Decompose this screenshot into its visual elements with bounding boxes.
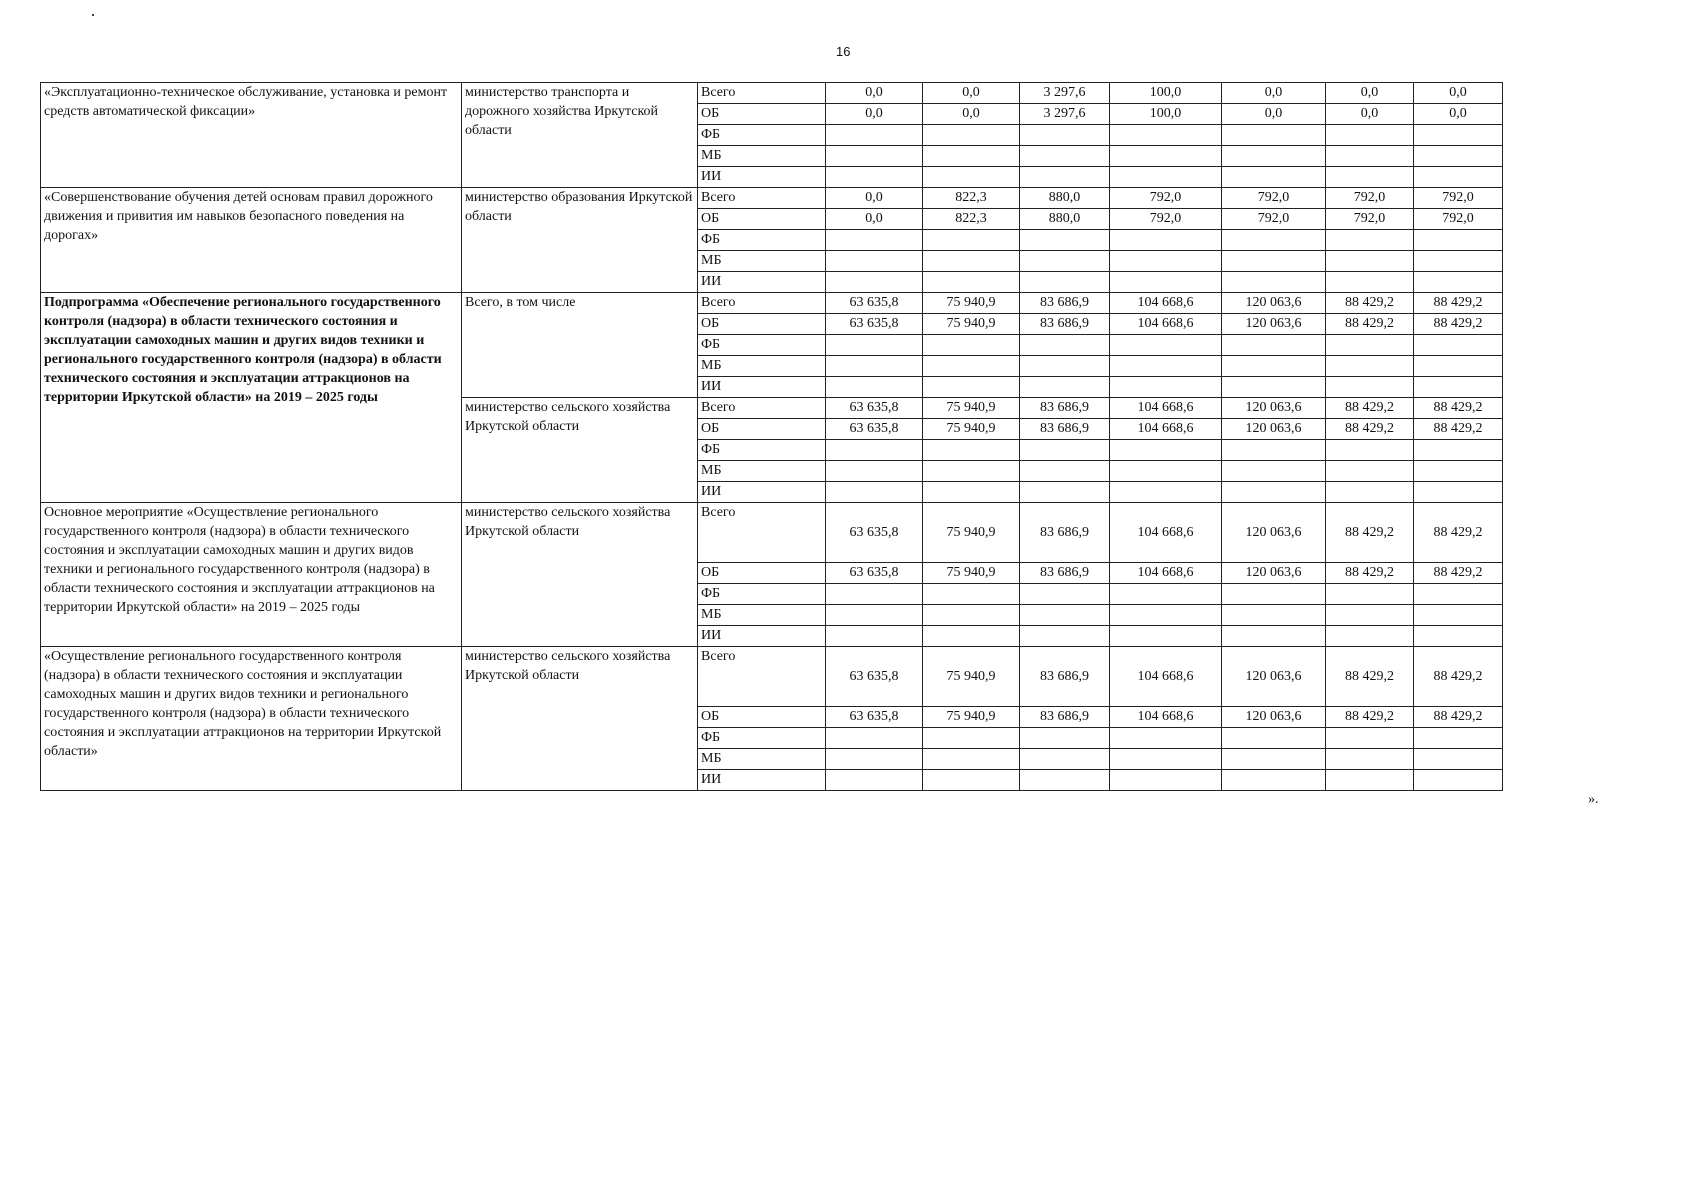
- year-amount-cell: [1222, 482, 1326, 503]
- year-amount-cell: [1326, 584, 1414, 605]
- year-amount-cell: 100,0: [1110, 83, 1222, 104]
- year-amount-cell: [1326, 146, 1414, 167]
- year-amount-cell: 88 429,2: [1326, 503, 1414, 563]
- year-amount-cell: 792,0: [1326, 188, 1414, 209]
- year-amount-cell: 88 429,2: [1326, 398, 1414, 419]
- year-amount-cell: 63 635,8: [826, 314, 923, 335]
- year-amount-cell: [1326, 356, 1414, 377]
- year-amount-cell: [923, 335, 1020, 356]
- year-amount-cell: 83 686,9: [1020, 563, 1110, 584]
- year-amount-cell: 880,0: [1020, 188, 1110, 209]
- year-amount-cell: 104 668,6: [1110, 419, 1222, 440]
- year-amount-cell: [1326, 251, 1414, 272]
- year-amount-cell: 792,0: [1326, 209, 1414, 230]
- year-amount-cell: 0,0: [826, 83, 923, 104]
- year-amount-cell: 83 686,9: [1020, 314, 1110, 335]
- year-amount-cell: [1110, 605, 1222, 626]
- year-amount-cell: [1414, 440, 1503, 461]
- year-amount-cell: [923, 230, 1020, 251]
- year-amount-cell: [923, 584, 1020, 605]
- year-amount-cell: [1222, 251, 1326, 272]
- funding-source-cell: МБ: [698, 749, 826, 770]
- scan-speck: [92, 14, 94, 16]
- funding-source-cell: МБ: [698, 356, 826, 377]
- year-amount-cell: 104 668,6: [1110, 314, 1222, 335]
- year-amount-cell: [923, 146, 1020, 167]
- year-amount-cell: [1326, 482, 1414, 503]
- year-amount-cell: [1020, 605, 1110, 626]
- funding-source-cell: ОБ: [698, 707, 826, 728]
- year-amount-cell: [923, 167, 1020, 188]
- year-amount-cell: [1414, 272, 1503, 293]
- year-amount-cell: [923, 356, 1020, 377]
- year-amount-cell: [826, 770, 923, 791]
- year-amount-cell: [1110, 335, 1222, 356]
- financing-table: [40, 82, 1503, 791]
- year-amount-cell: [1020, 125, 1110, 146]
- year-amount-cell: [923, 770, 1020, 791]
- year-amount-cell: [1326, 626, 1414, 647]
- year-amount-cell: 0,0: [923, 83, 1020, 104]
- year-amount-cell: 3 297,6: [1020, 104, 1110, 125]
- year-amount-cell: [923, 125, 1020, 146]
- table-body: [41, 83, 1503, 791]
- year-amount-cell: [1222, 749, 1326, 770]
- funding-source-cell: Всего: [698, 503, 826, 563]
- funding-source-cell: ОБ: [698, 314, 826, 335]
- funding-source-cell: ИИ: [698, 377, 826, 398]
- year-amount-cell: [1414, 626, 1503, 647]
- year-amount-cell: [1222, 605, 1326, 626]
- funding-source-cell: ОБ: [698, 104, 826, 125]
- year-amount-cell: [1020, 335, 1110, 356]
- executor-cell: министерство образования Иркутской области: [462, 188, 698, 293]
- year-amount-cell: 792,0: [1110, 188, 1222, 209]
- year-amount-cell: 75 940,9: [923, 314, 1020, 335]
- year-amount-cell: [1414, 584, 1503, 605]
- page-number: 16: [836, 44, 851, 59]
- year-amount-cell: [1414, 335, 1503, 356]
- funding-source-cell: ИИ: [698, 482, 826, 503]
- year-amount-cell: [1222, 728, 1326, 749]
- year-amount-cell: [1222, 146, 1326, 167]
- year-amount-cell: [1110, 461, 1222, 482]
- year-amount-cell: [1414, 377, 1503, 398]
- year-amount-cell: [1414, 605, 1503, 626]
- year-amount-cell: 120 063,6: [1222, 503, 1326, 563]
- year-amount-cell: [1110, 584, 1222, 605]
- year-amount-cell: [1222, 356, 1326, 377]
- funding-source-cell: ФБ: [698, 584, 826, 605]
- year-amount-cell: [826, 146, 923, 167]
- year-amount-cell: [826, 167, 923, 188]
- year-amount-cell: [923, 728, 1020, 749]
- year-amount-cell: 83 686,9: [1020, 647, 1110, 707]
- year-amount-cell: [826, 605, 923, 626]
- measure-name-cell: «Совершенствование обучения детей основам правил дорожного движения и привития им навыков безопасного поведения на дорогах»: [41, 188, 462, 293]
- year-amount-cell: 88 429,2: [1326, 707, 1414, 728]
- funding-source-cell: МБ: [698, 251, 826, 272]
- year-amount-cell: [1020, 377, 1110, 398]
- year-amount-cell: 120 063,6: [1222, 293, 1326, 314]
- year-amount-cell: [826, 461, 923, 482]
- year-amount-cell: 0,0: [1326, 104, 1414, 125]
- year-amount-cell: [1110, 230, 1222, 251]
- year-amount-cell: [1326, 749, 1414, 770]
- year-amount-cell: [923, 605, 1020, 626]
- year-amount-cell: 63 635,8: [826, 647, 923, 707]
- year-amount-cell: 75 940,9: [923, 503, 1020, 563]
- year-amount-cell: 0,0: [1414, 104, 1503, 125]
- executor-cell: министерство транспорта и дорожного хозяйства Иркутской области: [462, 83, 698, 188]
- year-amount-cell: [826, 272, 923, 293]
- closing-quote-mark: ».: [1588, 792, 1599, 807]
- executor-cell: министерство сельского хозяйства Иркутской области: [462, 503, 698, 647]
- executor-cell: министерство сельского хозяйства Иркутской области: [462, 647, 698, 791]
- year-amount-cell: [1020, 728, 1110, 749]
- year-amount-cell: 75 940,9: [923, 563, 1020, 584]
- year-amount-cell: 83 686,9: [1020, 293, 1110, 314]
- funding-source-cell: Всего: [698, 398, 826, 419]
- funding-source-cell: МБ: [698, 461, 826, 482]
- year-amount-cell: 0,0: [1326, 83, 1414, 104]
- year-amount-cell: [1020, 167, 1110, 188]
- year-amount-cell: 83 686,9: [1020, 398, 1110, 419]
- year-amount-cell: 880,0: [1020, 209, 1110, 230]
- year-amount-cell: 792,0: [1414, 209, 1503, 230]
- funding-source-cell: ИИ: [698, 272, 826, 293]
- year-amount-cell: [1326, 377, 1414, 398]
- year-amount-cell: 3 297,6: [1020, 83, 1110, 104]
- year-amount-cell: 104 668,6: [1110, 398, 1222, 419]
- year-amount-cell: [1020, 482, 1110, 503]
- year-amount-cell: 0,0: [923, 104, 1020, 125]
- year-amount-cell: 88 429,2: [1414, 293, 1503, 314]
- year-amount-cell: 104 668,6: [1110, 707, 1222, 728]
- year-amount-cell: [1222, 770, 1326, 791]
- table-row: [41, 188, 1503, 209]
- year-amount-cell: [826, 125, 923, 146]
- measure-name-cell: «Эксплуатационно-техническое обслуживание, установка и ремонт средств автоматической фиксации»: [41, 83, 462, 188]
- year-amount-cell: [923, 482, 1020, 503]
- year-amount-cell: 63 635,8: [826, 293, 923, 314]
- year-amount-cell: 75 940,9: [923, 419, 1020, 440]
- executor-cell: Всего, в том числе: [462, 293, 698, 398]
- year-amount-cell: [1326, 461, 1414, 482]
- measure-name-cell: Подпрограмма «Обеспечение регионального государственного контроля (надзора) в области технического состояния и эксплуатации самоходных машин и других видов техники и регионального государственного контроля (надзора) в области технического состояния и эксплуатации аттракционов на территории Иркутской области» на 2019 – 2025 годы: [41, 293, 462, 503]
- year-amount-cell: 120 063,6: [1222, 647, 1326, 707]
- year-amount-cell: [826, 356, 923, 377]
- year-amount-cell: [923, 251, 1020, 272]
- year-amount-cell: [826, 482, 923, 503]
- funding-source-cell: ИИ: [698, 167, 826, 188]
- year-amount-cell: [826, 728, 923, 749]
- year-amount-cell: 88 429,2: [1414, 419, 1503, 440]
- year-amount-cell: [826, 335, 923, 356]
- year-amount-cell: [1326, 167, 1414, 188]
- year-amount-cell: 63 635,8: [826, 707, 923, 728]
- year-amount-cell: 0,0: [1222, 83, 1326, 104]
- year-amount-cell: [1020, 461, 1110, 482]
- measure-name-cell: Основное мероприятие «Осуществление регионального государственного контроля (надзора) в области технического состояния и эксплуатации самоходных машин и других видов техники и регионального государственного контроля (надзора) в области технического состояния и эксплуатации аттракционов на территории Иркутской области» на 2019 – 2025 годы: [41, 503, 462, 647]
- table-row: [41, 503, 1503, 563]
- year-amount-cell: 792,0: [1222, 188, 1326, 209]
- year-amount-cell: [1110, 728, 1222, 749]
- funding-source-cell: ФБ: [698, 440, 826, 461]
- year-amount-cell: 0,0: [826, 188, 923, 209]
- year-amount-cell: [1110, 272, 1222, 293]
- year-amount-cell: [1020, 626, 1110, 647]
- year-amount-cell: [1110, 167, 1222, 188]
- year-amount-cell: 75 940,9: [923, 398, 1020, 419]
- year-amount-cell: 75 940,9: [923, 293, 1020, 314]
- funding-source-cell: ФБ: [698, 230, 826, 251]
- year-amount-cell: 63 635,8: [826, 503, 923, 563]
- funding-source-cell: Всего: [698, 83, 826, 104]
- funding-source-cell: Всего: [698, 188, 826, 209]
- year-amount-cell: [1020, 356, 1110, 377]
- year-amount-cell: [1222, 461, 1326, 482]
- year-amount-cell: [1110, 770, 1222, 791]
- year-amount-cell: 83 686,9: [1020, 707, 1110, 728]
- year-amount-cell: [923, 461, 1020, 482]
- year-amount-cell: [1222, 230, 1326, 251]
- year-amount-cell: [923, 272, 1020, 293]
- year-amount-cell: 120 063,6: [1222, 314, 1326, 335]
- year-amount-cell: [1326, 605, 1414, 626]
- funding-source-cell: ОБ: [698, 563, 826, 584]
- table-row: [41, 83, 1503, 104]
- year-amount-cell: [923, 440, 1020, 461]
- year-amount-cell: [826, 251, 923, 272]
- year-amount-cell: [1222, 272, 1326, 293]
- year-amount-cell: [1020, 230, 1110, 251]
- year-amount-cell: [1110, 626, 1222, 647]
- year-amount-cell: [826, 626, 923, 647]
- year-amount-cell: [1222, 377, 1326, 398]
- year-amount-cell: 88 429,2: [1326, 419, 1414, 440]
- year-amount-cell: 792,0: [1110, 209, 1222, 230]
- year-amount-cell: [1020, 251, 1110, 272]
- year-amount-cell: 120 063,6: [1222, 419, 1326, 440]
- funding-source-cell: ОБ: [698, 209, 826, 230]
- year-amount-cell: [1110, 377, 1222, 398]
- funding-source-cell: Всего: [698, 293, 826, 314]
- year-amount-cell: [1326, 335, 1414, 356]
- year-amount-cell: [1020, 440, 1110, 461]
- year-amount-cell: 75 940,9: [923, 707, 1020, 728]
- year-amount-cell: [923, 377, 1020, 398]
- year-amount-cell: 120 063,6: [1222, 563, 1326, 584]
- year-amount-cell: [1414, 356, 1503, 377]
- year-amount-cell: [826, 749, 923, 770]
- year-amount-cell: [1414, 146, 1503, 167]
- year-amount-cell: 63 635,8: [826, 563, 923, 584]
- year-amount-cell: [1326, 272, 1414, 293]
- year-amount-cell: [1414, 167, 1503, 188]
- year-amount-cell: 88 429,2: [1414, 647, 1503, 707]
- year-amount-cell: 88 429,2: [1326, 647, 1414, 707]
- funding-source-cell: ИИ: [698, 770, 826, 791]
- year-amount-cell: 104 668,6: [1110, 293, 1222, 314]
- year-amount-cell: 63 635,8: [826, 398, 923, 419]
- year-amount-cell: [1110, 482, 1222, 503]
- year-amount-cell: [923, 626, 1020, 647]
- year-amount-cell: 0,0: [1414, 83, 1503, 104]
- year-amount-cell: [1414, 482, 1503, 503]
- year-amount-cell: [1110, 125, 1222, 146]
- year-amount-cell: [1020, 272, 1110, 293]
- year-amount-cell: [1414, 125, 1503, 146]
- year-amount-cell: 88 429,2: [1414, 503, 1503, 563]
- year-amount-cell: [923, 749, 1020, 770]
- year-amount-cell: [1414, 749, 1503, 770]
- year-amount-cell: 88 429,2: [1414, 398, 1503, 419]
- year-amount-cell: 88 429,2: [1414, 563, 1503, 584]
- year-amount-cell: [1326, 728, 1414, 749]
- year-amount-cell: 104 668,6: [1110, 563, 1222, 584]
- year-amount-cell: [1110, 251, 1222, 272]
- table-row: [41, 293, 1503, 314]
- year-amount-cell: [1326, 125, 1414, 146]
- year-amount-cell: 104 668,6: [1110, 503, 1222, 563]
- year-amount-cell: 822,3: [923, 188, 1020, 209]
- year-amount-cell: [1414, 230, 1503, 251]
- year-amount-cell: [1110, 440, 1222, 461]
- funding-source-cell: ФБ: [698, 335, 826, 356]
- year-amount-cell: 88 429,2: [1414, 707, 1503, 728]
- year-amount-cell: [1222, 440, 1326, 461]
- year-amount-cell: 0,0: [1222, 104, 1326, 125]
- year-amount-cell: [1110, 146, 1222, 167]
- year-amount-cell: [1326, 440, 1414, 461]
- table-row: [41, 647, 1503, 707]
- year-amount-cell: [1222, 335, 1326, 356]
- year-amount-cell: [1326, 230, 1414, 251]
- year-amount-cell: 792,0: [1414, 188, 1503, 209]
- year-amount-cell: 104 668,6: [1110, 647, 1222, 707]
- year-amount-cell: 100,0: [1110, 104, 1222, 125]
- funding-source-cell: ФБ: [698, 125, 826, 146]
- year-amount-cell: [1110, 356, 1222, 377]
- year-amount-cell: 120 063,6: [1222, 398, 1326, 419]
- year-amount-cell: [1222, 626, 1326, 647]
- funding-source-cell: ФБ: [698, 728, 826, 749]
- funding-source-cell: МБ: [698, 146, 826, 167]
- year-amount-cell: 63 635,8: [826, 419, 923, 440]
- year-amount-cell: [1414, 461, 1503, 482]
- year-amount-cell: 83 686,9: [1020, 419, 1110, 440]
- funding-source-cell: Всего: [698, 647, 826, 707]
- year-amount-cell: [1020, 146, 1110, 167]
- year-amount-cell: [1222, 167, 1326, 188]
- measure-name-cell: «Осуществление регионального государственного контроля (надзора) в области технического состояния и эксплуатации самоходных машин и других видов техники и регионального государственного контроля (надзора) в области технического состояния и эксплуатации аттракционов на территории Иркутской области»: [41, 647, 462, 791]
- funding-source-cell: ОБ: [698, 419, 826, 440]
- year-amount-cell: 88 429,2: [1326, 563, 1414, 584]
- year-amount-cell: [1222, 125, 1326, 146]
- year-amount-cell: [1326, 770, 1414, 791]
- year-amount-cell: 88 429,2: [1326, 314, 1414, 335]
- year-amount-cell: 792,0: [1222, 209, 1326, 230]
- year-amount-cell: [1020, 770, 1110, 791]
- year-amount-cell: 75 940,9: [923, 647, 1020, 707]
- year-amount-cell: 0,0: [826, 209, 923, 230]
- year-amount-cell: 822,3: [923, 209, 1020, 230]
- year-amount-cell: 120 063,6: [1222, 707, 1326, 728]
- funding-source-cell: ИИ: [698, 626, 826, 647]
- year-amount-cell: [1414, 770, 1503, 791]
- year-amount-cell: [1110, 749, 1222, 770]
- year-amount-cell: [826, 584, 923, 605]
- year-amount-cell: [1020, 749, 1110, 770]
- executor-cell: министерство сельского хозяйства Иркутской области: [462, 398, 698, 503]
- year-amount-cell: 83 686,9: [1020, 503, 1110, 563]
- year-amount-cell: 0,0: [826, 104, 923, 125]
- year-amount-cell: [826, 230, 923, 251]
- funding-source-cell: МБ: [698, 605, 826, 626]
- year-amount-cell: [1222, 584, 1326, 605]
- year-amount-cell: [1020, 584, 1110, 605]
- year-amount-cell: 88 429,2: [1414, 314, 1503, 335]
- year-amount-cell: [826, 440, 923, 461]
- year-amount-cell: 88 429,2: [1326, 293, 1414, 314]
- year-amount-cell: [826, 377, 923, 398]
- year-amount-cell: [1414, 728, 1503, 749]
- year-amount-cell: [1414, 251, 1503, 272]
